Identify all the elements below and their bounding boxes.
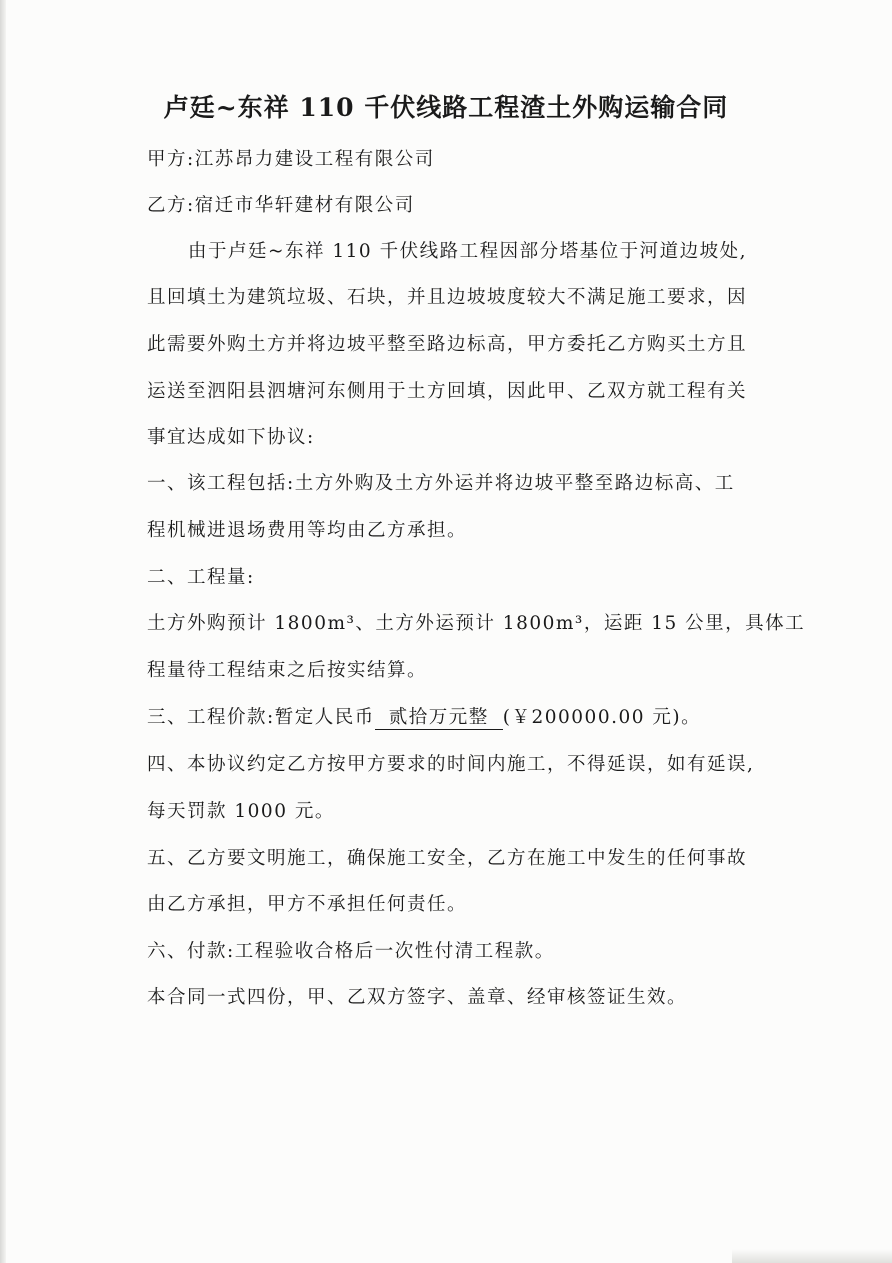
intro-line-3: 此需要外购土方并将边坡平整至路边标高，甲方委托乙方购买土方且 [147, 334, 748, 355]
clause-2-line-1: 土方外购预计 1800m³、土方外运预计 1800m³，运距 15 公里，具体工 [147, 613, 806, 634]
amount-in-figures: (￥200000.00 元)。 [502, 707, 702, 728]
intro-line-2: 且回填土为建筑垃圾、石块，并且边坡坡度较大不满足施工要求，因 [147, 287, 748, 308]
party-a: 甲方:江苏昂力建设工程有限公司 [147, 149, 435, 170]
amount-in-words: 贰拾万元整 [375, 707, 503, 730]
scan-shadow-left [0, 0, 6, 1263]
clause-1-line-2: 程机械进退场费用等均由乙方承担。 [147, 520, 468, 541]
intro-line-1: 由于卢廷~东祥 110 千伏线路工程因部分塔基位于河道边坡处, [188, 241, 747, 262]
clause-3 [147, 703, 701, 730]
scan-shadow-bottom [732, 1249, 892, 1263]
intro-line-4: 运送至泗阳县泗塘河东侧用于土方回填，因此甲、乙双方就工程有关 [147, 381, 748, 402]
clause-2-heading: 二、工程量: [147, 567, 255, 588]
party-b: 乙方:宿迁市华轩建材有限公司 [147, 195, 415, 216]
contract-title: 卢廷~东祥 110 千伏线路工程渣土外购运输合同 [163, 93, 729, 122]
clause-3-prefix: 三、工程价款:暂定人民币 [147, 707, 375, 728]
clause-1-line-1: 一、该工程包括:土方外购及土方外运并将边坡平整至路边标高、工 [147, 473, 735, 494]
clause-4-line-2: 每天罚款 1000 元。 [147, 801, 335, 822]
closing-statement: 本合同一式四份，甲、乙双方签字、盖章、经审核签证生效。 [147, 987, 688, 1008]
intro-line-5: 事宜达成如下协议: [147, 427, 315, 448]
clause-2-line-2: 程量待工程结束之后按实结算。 [147, 660, 428, 681]
clause-5-line-1: 五、乙方要文明施工，确保施工安全，乙方在施工中发生的任何事故 [147, 848, 748, 869]
clause-4-line-1: 四、本协议约定乙方按甲方要求的时间内施工，不得延误，如有延误, [147, 754, 755, 775]
clause-6: 六、付款:工程验收合格后一次性付清工程款。 [147, 941, 555, 962]
clause-5-line-2: 由乙方承担，甲方不承担任何责任。 [147, 894, 468, 915]
